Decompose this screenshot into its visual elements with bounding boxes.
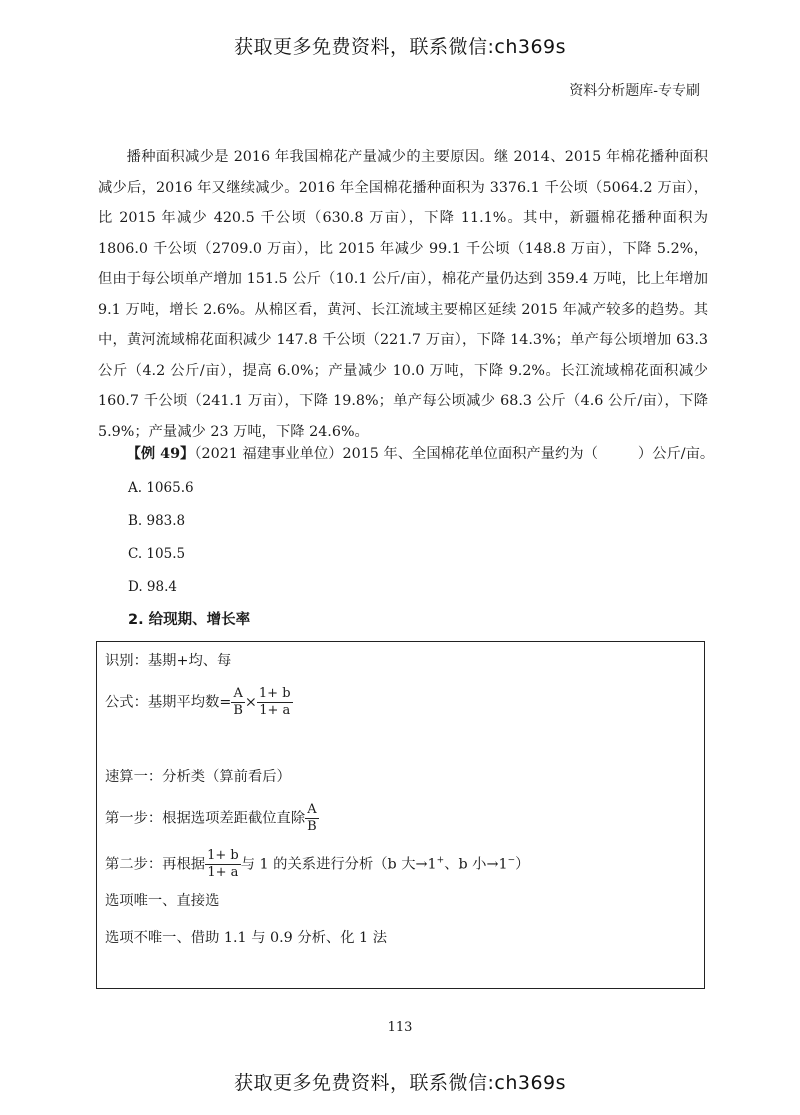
body-paragraph: 播种面积减少是 2016 年我国棉花产量减少的主要原因。继 2014、2015 年棉花播种面积减少后，2016 年又继续减少。2016 年全国棉花播种面积为 3376.1 千公顷（5064.2 万亩），比 2015 年减少 420.5 千公顷（630.8 万亩），下降 11.1%。其中，新疆棉花播种面积为 1806.0 千公顷（2709.0 万亩），比 2015 年减少 99.1 千公顷（148.8 万亩），下降 5.2%，但由于每公顷单产增加 151.5 公斤（10.1 公斤/亩），棉花产量仍达到 359.4 万吨，比上年增加 9.1 万吨，增长 2.6%。从棉区看，黄河、长江流域主要棉区延续 2015 年减产较多的趋势。其中，黄河流域棉花面积减少 147.8 千公顷（221.7 万亩），下降 14.3%；单产每公顷增加 63.3 公斤（4.2 公斤/亩），提高 6.0%；产量减少 10.0 万吨，下降 9.2%。长江流域棉花面积减少 160.7 千公顷（241.1 万亩），下降 19.8%；单产每公顷减少 68.3 公斤（4.6 公斤/亩），下降 5.9%；产量减少 23 万吨，下降 24.6%。 bbox=[98, 149, 708, 440]
section-heading: 2. 给现期、增长率 bbox=[128, 612, 251, 628]
running-header: 资料分析题库-专专刷 bbox=[569, 83, 700, 99]
step-one-line bbox=[105, 802, 319, 835]
option-a[interactable]: A. 1065.6 bbox=[128, 480, 194, 496]
question-text-before: （2021 福建事业单位）2015 年、全国棉花单位面积产量约为（ bbox=[194, 446, 598, 462]
formula-box bbox=[96, 641, 705, 989]
page-number: 113 bbox=[387, 1020, 413, 1035]
not-unique-option-line: 选项不唯一、借助 1.1 与 0.9 分析、化 1 法 bbox=[105, 930, 387, 946]
fraction-growth: $\frac{1+ b}{1+ a}$ bbox=[258, 686, 291, 718]
question-tag: 【例 49】 bbox=[126, 446, 195, 462]
sup-minus: − bbox=[507, 855, 516, 866]
step-two-sep: 、b 小→1 bbox=[444, 856, 508, 873]
times-sign: × bbox=[244, 694, 257, 711]
step-two-mid: 与 1 的关系进行分析（b 大→1 bbox=[240, 856, 437, 873]
sup-plus: + bbox=[436, 855, 445, 866]
promo-banner-bottom: 获取更多免费资料，联系微信:ch369s bbox=[233, 1072, 567, 1094]
step-one-text: 第一步：根据选项差距截位直除 bbox=[105, 810, 306, 827]
answer-options bbox=[128, 477, 194, 609]
fraction-a-over-b-step: $\frac{A}{B}$ bbox=[307, 802, 317, 834]
step-two-before: 第二步：再根据 bbox=[105, 856, 206, 873]
promo-banner-top: 获取更多免费资料，联系微信:ch369s bbox=[233, 36, 567, 58]
option-c[interactable]: C. 105.5 bbox=[128, 546, 186, 562]
fraction-a-over-b: $\frac{A}{B}$ bbox=[233, 686, 243, 718]
unique-option-line: 选项唯一、直接选 bbox=[105, 893, 220, 909]
fraction-growth-step: $\frac{1+ b}{1+ a}$ bbox=[207, 848, 239, 880]
formula-line bbox=[105, 686, 293, 719]
identify-line: 识别：基期+均、每 bbox=[105, 653, 232, 669]
formula-label: 公式：基期平均数= bbox=[105, 694, 232, 711]
option-d[interactable]: D. 98.4 bbox=[128, 579, 177, 595]
step-two-end: ） bbox=[515, 856, 530, 873]
question-stem bbox=[98, 441, 718, 467]
question-text-after: ）公斤/亩。 bbox=[637, 446, 715, 462]
method-title: 速算一：分析类（算前看后） bbox=[105, 769, 291, 785]
step-two-line bbox=[105, 848, 529, 881]
option-b[interactable]: B. 983.8 bbox=[128, 513, 186, 529]
